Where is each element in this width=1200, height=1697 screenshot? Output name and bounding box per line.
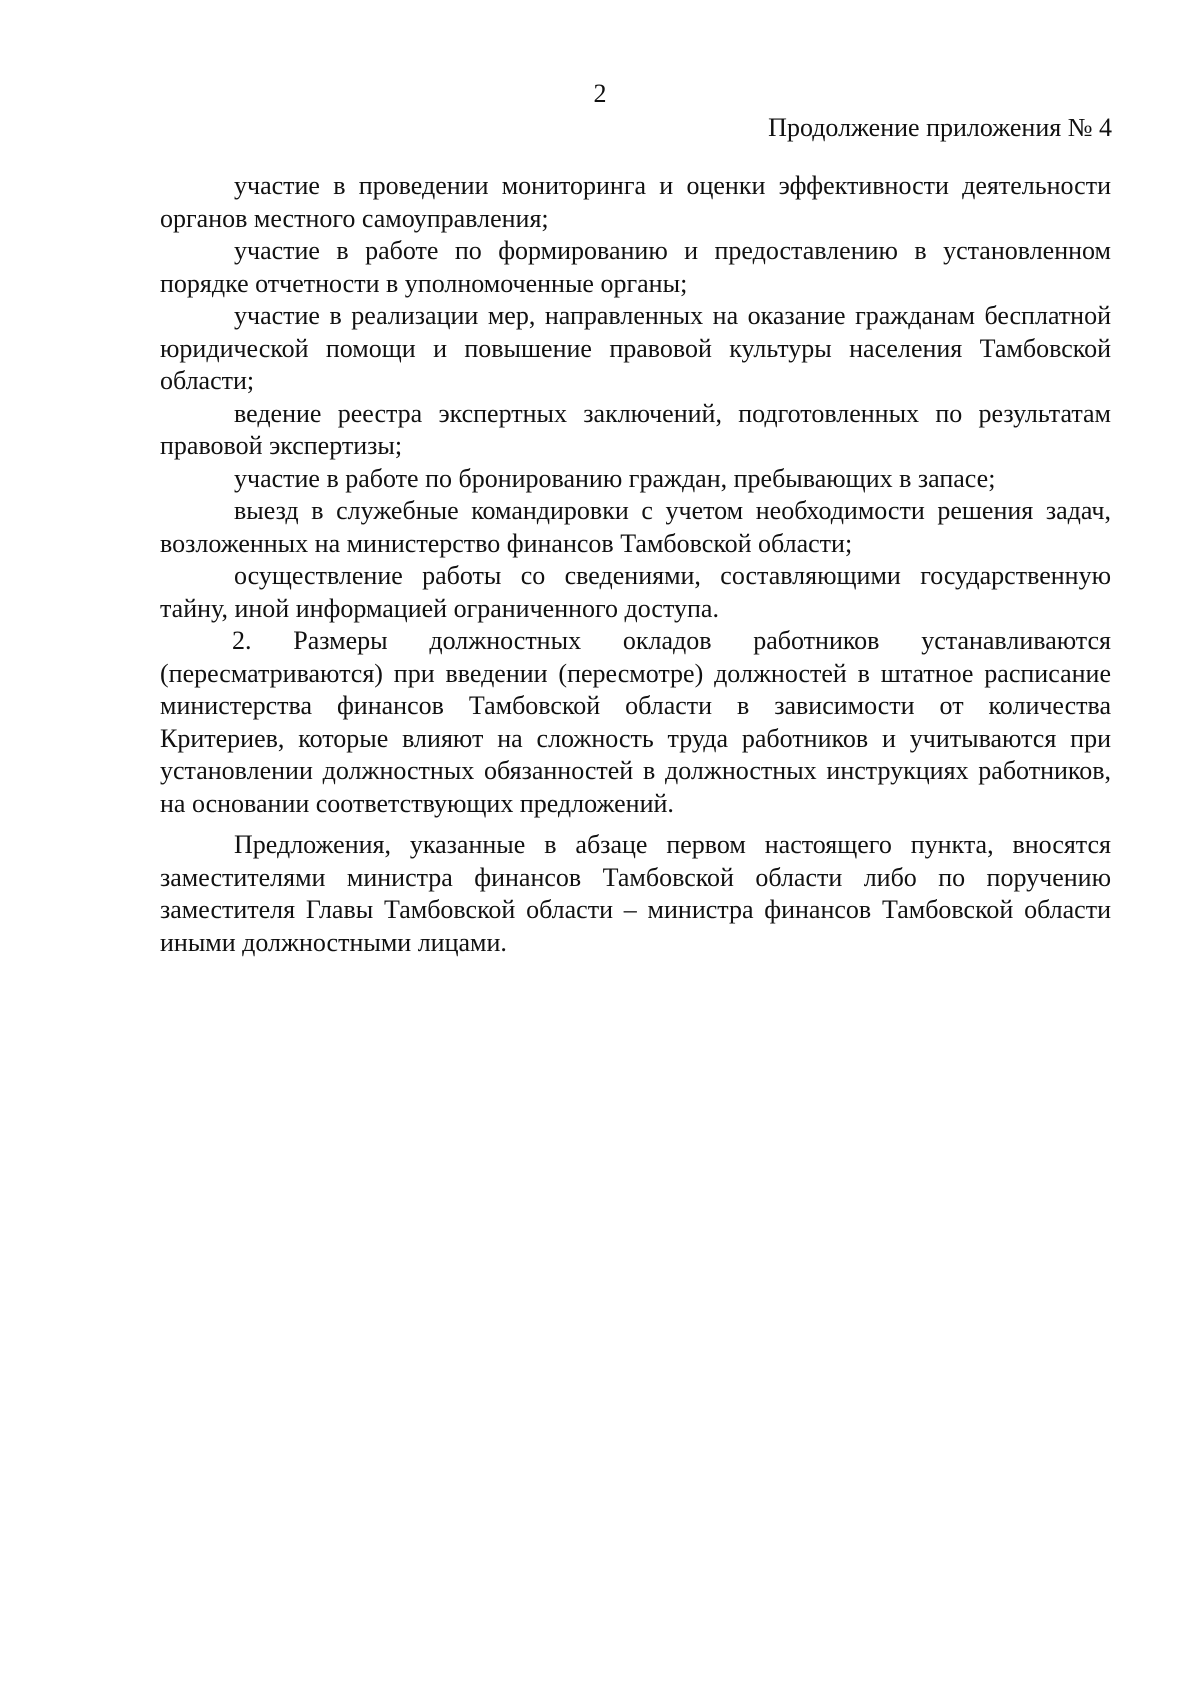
paragraph-monitoring: участие в проведении мониторинга и оценки эффективности деятельности органов местного самоуправления;	[160, 171, 1111, 233]
paragraph-salary-sizes: 2. Размеры должностных окладов работников устанавливаются (пересматриваются) при введении (пересмотре) должностей в штатное расписание министерства финансов Тамбовской области в зависимости от количества Критериев, которые влияют на сложность труда работников и учитываются при установлении должностных обязанностей в должностных инструкциях работников, на основании соответствующих предложений.	[160, 626, 1111, 818]
paragraph-expert-register: ведение реестра экспертных заключений, подготовленных по результатам правовой экспертизы;	[160, 398, 1111, 460]
paragraph-legal-aid: участие в реализации мер, направленных на оказание гражданам бесплатной юридической помощи и повышение правовой культуры населения Тамбовской области;	[160, 301, 1111, 395]
paragraph-reservation: участие в работе по бронированию граждан, пребывающих в запасе;	[234, 463, 996, 493]
appendix-continuation-label: Продолжение приложения № 4	[768, 113, 1112, 142]
paragraph-reporting: участие в работе по формированию и предоставлению в установленном порядке отчетности в уполномоченные органы;	[160, 236, 1111, 298]
document-body	[160, 170, 1111, 959]
page-number: 2	[593, 79, 607, 108]
paragraph-business-trips: выезд в служебные командировки с учетом необходимости решения задач, возложенных на министерство финансов Тамбовской области;	[160, 496, 1111, 558]
paragraph-proposals: Предложения, указанные в абзаце первом настоящего пункта, вносятся заместителями министра финансов Тамбовской области либо по поручению заместителя Главы Тамбовской области – министра финансов Тамбовской области иными должностными лицами.	[160, 830, 1111, 957]
paragraph-state-secret: осуществление работы со сведениями, составляющими государственную тайну, иной информацией ограниченного доступа.	[160, 561, 1111, 623]
